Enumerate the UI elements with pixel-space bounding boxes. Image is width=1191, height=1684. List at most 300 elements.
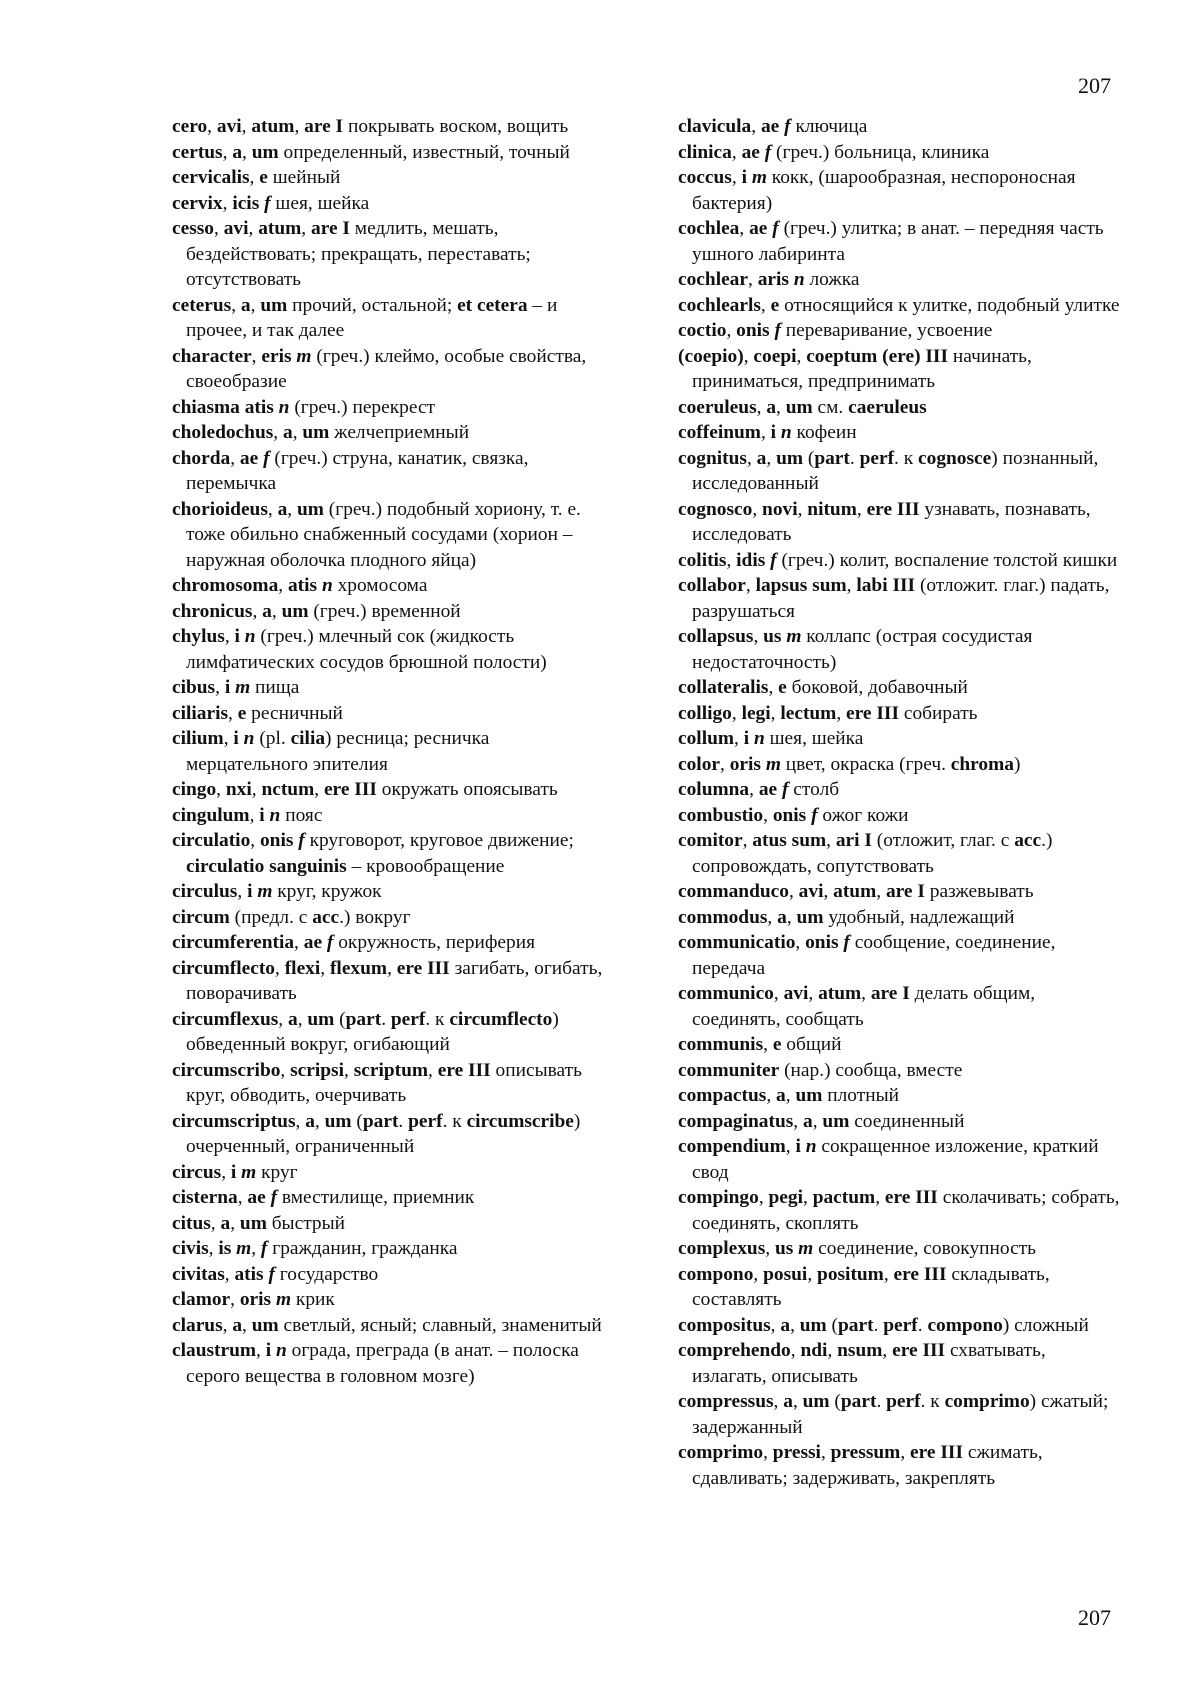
entry-text: пища <box>250 677 300 698</box>
dictionary-entry <box>678 573 1123 624</box>
dictionary-entry <box>678 216 1123 267</box>
entry-term: f <box>764 141 772 163</box>
entry-text: , <box>882 1340 893 1361</box>
entry-text: складывать, составлять <box>692 1263 1050 1310</box>
entry-text: , <box>287 498 297 520</box>
entry-text: ) сложный <box>1002 1314 1089 1336</box>
entry-text: , <box>251 345 262 367</box>
entry-term: e <box>770 294 780 316</box>
entry-term: civis <box>172 1238 209 1259</box>
entry-text: , <box>280 1059 291 1081</box>
dictionary-entry <box>172 726 612 777</box>
entry-text: , <box>251 1238 261 1259</box>
dictionary-entry <box>172 395 612 421</box>
entry-term: onis <box>772 804 807 826</box>
entry-term: ciliaris <box>172 702 229 724</box>
entry-term: ari I <box>835 830 872 851</box>
entry-term: a <box>777 906 787 928</box>
dictionary-entry <box>172 1007 612 1058</box>
entry-term: circumferentia <box>172 932 295 953</box>
dictionary-entry <box>678 726 1123 752</box>
dictionary-entry <box>172 1338 612 1389</box>
dictionary-entry <box>172 599 612 625</box>
entry-term: communis <box>678 1034 764 1055</box>
entry-term: cingulum <box>172 804 250 826</box>
entry-text: круговорот, круговое движение; <box>304 830 574 851</box>
dictionary-entry <box>678 1109 1123 1135</box>
dictionary-entry <box>678 497 1123 548</box>
entry-text: , <box>786 906 797 928</box>
entry-term: columna <box>678 779 750 800</box>
dictionary-entry <box>172 956 612 1007</box>
entry-text: общий <box>781 1034 842 1055</box>
entry-text: , <box>773 1391 784 1412</box>
entry-term: acc <box>1014 830 1042 851</box>
entry-text: , <box>763 1034 773 1055</box>
entry-term: i <box>234 626 240 647</box>
dictionary-entry <box>678 1440 1123 1491</box>
entry-term: um <box>260 294 288 316</box>
entry-term: a <box>277 498 288 520</box>
entry-term: coctio <box>678 320 727 341</box>
entry-text: , <box>827 1340 838 1361</box>
dictionary-entry <box>172 701 612 727</box>
entry-text: , <box>763 804 773 826</box>
entry-text: , <box>803 1187 813 1208</box>
entry-term: i <box>795 1136 801 1157</box>
entry-term: f <box>770 549 777 571</box>
entry-term: ere III <box>910 1442 963 1463</box>
entry-term: m <box>786 626 802 647</box>
entry-text: относящийся к улитке, подобный улитке <box>779 294 1120 316</box>
entry-text: крик <box>291 1289 335 1310</box>
entry-text: узнавать, познавать, исследовать <box>692 498 1091 545</box>
entry-term: icis <box>232 192 260 214</box>
entry-text: ( <box>829 1391 841 1412</box>
dictionary-entry <box>172 1262 612 1288</box>
entry-term: chylus <box>172 626 225 647</box>
entry-text: , <box>230 1289 240 1310</box>
entry-term: et cetera <box>457 294 528 316</box>
entry-term: n <box>278 396 290 418</box>
entry-term: communico <box>678 983 774 1004</box>
entry-term: onis <box>259 830 294 851</box>
entry-text: , <box>734 728 744 749</box>
entry-term: civitas <box>172 1263 225 1285</box>
entry-text: , <box>752 498 763 520</box>
entry-text: соединение, совокупность <box>813 1238 1037 1259</box>
entry-text: , <box>222 1314 233 1336</box>
entry-text: ( <box>803 447 815 469</box>
entry-term: atum <box>833 881 877 902</box>
entry-term: chorda <box>172 447 231 469</box>
entry-text: , <box>297 1008 308 1030</box>
entry-term: cochlea <box>678 218 740 239</box>
dictionary-entry <box>678 548 1123 574</box>
entry-text: , <box>207 116 217 137</box>
dictionary-entry <box>172 905 612 931</box>
entry-text: , <box>745 575 756 596</box>
dictionary-entry <box>172 1211 612 1237</box>
entry-term: colligo <box>678 702 732 724</box>
entry-term: m <box>241 1161 257 1183</box>
entry-text: , <box>210 1212 221 1234</box>
entry-text: , <box>242 141 252 163</box>
entry-term: i <box>224 677 231 698</box>
entry-term: pressum <box>830 1442 901 1463</box>
entry-text: , <box>278 1008 288 1030</box>
entry-text: , <box>760 422 771 443</box>
dictionary-entry <box>172 1185 612 1211</box>
entry-term: ae <box>758 779 778 800</box>
entry-text: определенный, известный, точный <box>278 141 570 163</box>
dictionary-entry <box>678 1185 1123 1236</box>
entry-text: удобный, надлежащий <box>823 906 1015 928</box>
entry-text: ) обведенный вокруг, огибающий <box>186 1008 559 1055</box>
entry-term: circumflexus <box>172 1008 279 1030</box>
entry-term: a <box>262 600 272 622</box>
entry-term: compactus <box>678 1085 767 1106</box>
entry-text: , <box>214 218 224 239</box>
dictionary-entry <box>678 1032 1123 1058</box>
entry-term: ae <box>247 1187 266 1208</box>
entry-term: ae <box>760 116 780 137</box>
entry-text: , <box>248 218 259 239</box>
entry-term: coeruleus <box>678 396 757 418</box>
entry-term: colitis <box>678 549 727 571</box>
entry-text: , <box>807 1263 818 1285</box>
entry-text: разжевывать <box>924 881 1034 902</box>
entry-term: circum <box>172 906 230 928</box>
dictionary-entry <box>678 395 1123 421</box>
entry-text: , <box>760 294 771 316</box>
entry-term: a <box>803 1110 813 1132</box>
entry-term: um <box>302 422 330 443</box>
entry-text: ограда, преграда (в анат. – полоска серого вещества в головном мозге) <box>186 1340 579 1387</box>
entry-term: eris <box>261 345 292 367</box>
entry-term: lectum <box>780 702 837 724</box>
entry-term: cervicalis <box>172 167 250 188</box>
entry-text: ожог кожи <box>817 804 909 826</box>
entry-term: f <box>784 116 791 137</box>
entry-text: , <box>230 447 240 469</box>
entry-term: e <box>772 1034 782 1055</box>
entry-term: n <box>793 269 805 290</box>
entry-term: scriptum <box>353 1059 429 1081</box>
entry-text: , <box>731 167 742 188</box>
entry-text: переваривание, усвоение <box>780 320 993 341</box>
entry-text: , <box>344 1059 354 1081</box>
dictionary-entry <box>172 497 612 574</box>
entry-text: , <box>251 779 262 800</box>
entry-term: (ere) III <box>882 345 949 367</box>
entry-text: (греч.) клеймо, особые свойства, своеобразие <box>186 345 587 392</box>
dictionary-entry <box>172 165 612 191</box>
entry-term: oris <box>729 753 761 775</box>
dictionary-entry <box>678 752 1123 778</box>
entry-term: cisterna <box>172 1187 238 1208</box>
entry-term: n <box>321 575 333 596</box>
entry-text: , <box>743 345 754 367</box>
entry-text: , <box>314 1110 325 1132</box>
entry-term: a <box>240 294 251 316</box>
entry-text: , <box>751 116 761 137</box>
entry-term: chorioideus <box>172 498 268 520</box>
entry-text: соединенный <box>849 1110 965 1132</box>
entry-text: , <box>237 1187 248 1208</box>
entry-term: chronicus <box>172 600 253 622</box>
dictionary-entry <box>678 879 1123 905</box>
entry-term: um <box>776 447 804 469</box>
entry-term: circus <box>172 1161 222 1183</box>
entry-text: собирать <box>899 702 978 724</box>
dictionary-entry <box>678 165 1123 216</box>
entry-text: окружать опоясывать <box>376 779 558 800</box>
entry-text: , <box>883 1263 894 1285</box>
dictionary-entry <box>172 1109 612 1160</box>
entry-term: um <box>796 906 824 928</box>
entry-text: кокк, (шарообразная, неспороносная бактерия) <box>692 167 1076 214</box>
entry-text: ( <box>334 1008 346 1030</box>
entry-term: n <box>243 728 255 749</box>
entry-text: ключица <box>790 116 868 137</box>
entry-term: nsum <box>837 1340 883 1361</box>
entry-term: m <box>751 167 767 188</box>
entry-term: atus sum <box>752 830 827 851</box>
entry-term: certus <box>172 141 223 163</box>
entry-text: ложка <box>804 269 860 290</box>
entry-term: f <box>781 779 789 800</box>
dictionary-entry <box>172 1313 612 1339</box>
entry-term: f <box>260 1238 268 1259</box>
dictionary-entry <box>172 293 612 344</box>
entry-text: , <box>731 141 742 163</box>
entry-text: прочий, остальной; <box>287 294 458 316</box>
entry-text: , <box>753 1263 764 1285</box>
entry-term: atis <box>287 575 318 596</box>
entry-term: circumscribo <box>172 1059 281 1081</box>
entry-text: , <box>726 320 737 341</box>
entry-term: nxi <box>225 779 252 800</box>
entry-text: , <box>749 779 759 800</box>
entry-term: compaginatus <box>678 1110 794 1132</box>
entry-text: столб <box>788 779 840 800</box>
entry-term: flexum <box>329 957 388 979</box>
dictionary-entry <box>678 1134 1123 1185</box>
entry-text: , <box>758 1187 769 1208</box>
entry-text: (отложит. глаг.) падать, разрушаться <box>692 575 1110 622</box>
entry-term: compendium <box>678 1136 786 1157</box>
entry-text: , <box>823 881 834 902</box>
dictionary-entry <box>678 675 1123 701</box>
dictionary-entry <box>678 1058 1123 1084</box>
entry-text: , <box>250 830 260 851</box>
entry-term: a <box>305 1110 315 1132</box>
entry-text: , <box>224 1263 235 1285</box>
dictionary-entry <box>172 140 612 166</box>
entry-term: um <box>297 498 324 520</box>
entry-term: n <box>780 422 792 443</box>
entry-term: um <box>251 1314 279 1336</box>
entry-text: (предл. с <box>229 906 313 928</box>
entry-text: . <box>873 1314 884 1336</box>
dictionary-entry <box>172 446 612 497</box>
entry-term: um <box>239 1212 267 1234</box>
entry-term: ae <box>303 932 323 953</box>
entry-term: onis <box>736 320 770 341</box>
entry-text: сообщение, соединение, передача <box>692 932 1056 979</box>
entry-term: coeptum <box>806 345 878 367</box>
entry-term: m <box>296 345 312 367</box>
dictionary-entry <box>678 267 1123 293</box>
entry-term: a <box>232 141 243 163</box>
entry-term: circumflecto <box>172 957 276 979</box>
dictionary-entry <box>172 624 612 675</box>
entry-term: collabor <box>678 575 746 596</box>
entry-term: n <box>244 626 256 647</box>
dictionary-entry <box>172 1287 612 1313</box>
entry-term: part <box>840 1391 877 1412</box>
entry-text: ) очерченный, ограниченный <box>186 1110 581 1157</box>
entry-term: coffeinum <box>678 422 761 443</box>
entry-text: . <box>398 1110 409 1132</box>
entry-text: государство <box>274 1263 379 1285</box>
entry-term: atis <box>234 1263 264 1285</box>
entry-text: ( <box>826 1314 839 1336</box>
entry-term: cilia <box>290 728 326 749</box>
entry-text: плотный <box>822 1085 899 1106</box>
dictionary-entry <box>172 420 612 446</box>
entry-text: , <box>792 1391 803 1412</box>
entry-text: . к <box>442 1110 467 1132</box>
entry-term: ndi <box>800 1340 828 1361</box>
entry-term: nctum <box>261 779 315 800</box>
entry-term: m <box>765 753 781 775</box>
entry-text: , <box>208 1238 219 1259</box>
entry-term: ceterus <box>172 294 232 316</box>
entry-term: labi III <box>856 575 916 596</box>
entry-text: , <box>765 1238 775 1259</box>
entry-term: m <box>798 1238 814 1259</box>
entry-text: (греч.) млечный сок (жидкость лимфатических сосудов брюшной полости) <box>186 626 547 673</box>
entry-term: f <box>326 932 334 953</box>
entry-term: a <box>232 1314 243 1336</box>
entry-text: кофеин <box>791 422 857 443</box>
dictionary-entry <box>678 344 1123 395</box>
dictionary-entry <box>678 905 1123 931</box>
entry-text: . <box>876 1391 887 1412</box>
entry-text: (греч.) перекрест <box>289 396 436 418</box>
dictionary-entry <box>678 1389 1123 1440</box>
entry-text: коллапс (острая сосудистая недостаточность) <box>692 626 1033 673</box>
entry-term: part <box>814 447 850 469</box>
entry-text: , <box>241 116 252 137</box>
entry-term: f <box>268 1263 275 1285</box>
entry-term: a <box>780 1314 791 1336</box>
entry-text: , <box>767 906 778 928</box>
entry-term: cibus <box>172 677 216 698</box>
entry-text: – кровообращение <box>346 855 505 877</box>
entry-term: complexus <box>678 1238 766 1259</box>
dictionary-entry <box>172 1160 612 1186</box>
entry-text: , <box>224 626 235 647</box>
entry-text: , <box>222 192 233 214</box>
entry-term: pegi <box>768 1187 803 1208</box>
entry-term: comitor <box>678 830 743 851</box>
entry-term: cervix <box>172 192 223 214</box>
entry-text: , <box>301 218 311 239</box>
entry-text: , <box>770 702 781 724</box>
dictionary-entry <box>678 1338 1123 1389</box>
entry-term: n <box>269 804 281 826</box>
dictionary-entry <box>678 1262 1123 1313</box>
entry-text: пояс <box>280 804 323 826</box>
page-number-top: 207 <box>1078 73 1111 98</box>
entry-text: гражданин, гражданка <box>267 1238 458 1259</box>
entry-text: см. <box>812 396 849 418</box>
dictionary-entry <box>678 930 1123 981</box>
entry-term: avi <box>223 218 249 239</box>
entry-text: делать общим, соединять, сообщать <box>692 983 1036 1030</box>
entry-text: (греч.) временной <box>308 600 461 622</box>
dictionary-entry <box>172 1058 612 1109</box>
entry-text: , <box>788 881 799 902</box>
entry-term: m <box>257 881 273 902</box>
entry-text: , <box>726 549 737 571</box>
entry-text: , <box>250 294 261 316</box>
entry-text: (греч.) улитка; в анат. – передняя часть ушного лабиринта <box>692 218 1104 265</box>
entry-text: . <box>917 1314 928 1336</box>
entry-text: , <box>231 294 241 316</box>
entry-term: circumscribe <box>466 1110 574 1132</box>
entry-text: , <box>271 600 282 622</box>
dictionary-entry <box>678 1313 1123 1339</box>
entry-term: collum <box>678 728 735 749</box>
entry-term: posui <box>763 1263 808 1285</box>
entry-term: e <box>237 702 247 724</box>
entry-text: начинать, приниматься, предпринимать <box>692 345 1032 392</box>
entry-text: , <box>776 396 786 418</box>
entry-term: a <box>756 447 767 469</box>
entry-text: , <box>428 1059 438 1081</box>
entry-term: clarus <box>172 1314 223 1336</box>
entry-term: um <box>822 1110 850 1132</box>
entry-text: , <box>739 218 750 239</box>
entry-term: color <box>678 753 720 775</box>
dictionary-entry <box>172 777 612 803</box>
entry-term: communiter <box>678 1059 780 1081</box>
entry-text: , <box>742 830 753 851</box>
entry-term: atum <box>818 983 862 1004</box>
entry-text: (греч.) подобный хориону, т. е. тоже обильно снабженный сосудами (хорион – наружная оболочка плодного яйца) <box>186 498 581 571</box>
entry-term: f <box>263 447 270 469</box>
dictionary-entry <box>678 624 1123 675</box>
entry-term: um <box>795 1085 823 1106</box>
entry-term: nitum <box>807 498 857 520</box>
entry-text: круг <box>256 1161 298 1183</box>
entry-text: , <box>766 1085 777 1106</box>
entry-text: описывать круг, обводить, очерчивать <box>186 1059 582 1106</box>
entry-term: a <box>287 1008 298 1030</box>
entry-text: схватывать, излагать, описывать <box>692 1340 1046 1387</box>
entry-text: , <box>876 881 886 902</box>
entry-text: (греч.) колит, воспаление толстой кишки <box>776 549 1118 571</box>
entry-term: f <box>270 1187 278 1208</box>
entry-term: a <box>766 396 777 418</box>
entry-term: ae <box>239 447 259 469</box>
dictionary-entry <box>678 293 1123 319</box>
entry-term: ere III <box>866 498 920 520</box>
